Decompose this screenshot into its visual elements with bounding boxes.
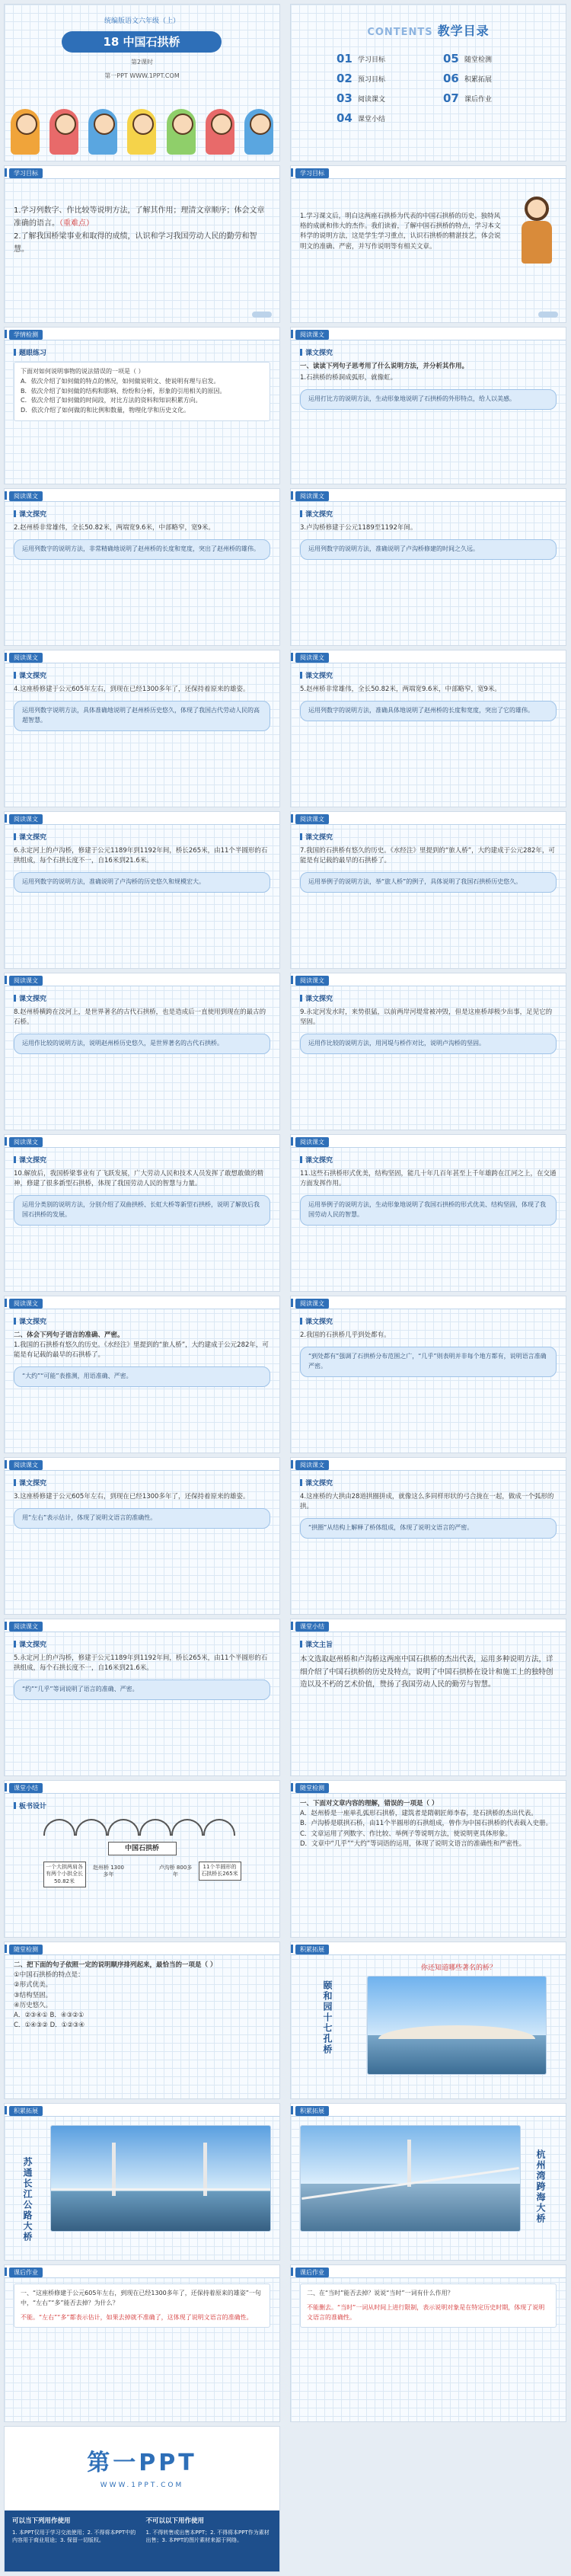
question-card (14, 362, 270, 421)
slide-tab: 阅读课文 (9, 1622, 43, 1632)
site-logo: 第一PPT (87, 2450, 197, 2476)
option-d: D．依次介绍了如何做的和比例和数量，物理化学和历史文化。 (21, 407, 190, 414)
contents-slide (290, 4, 566, 161)
slide-tab: 随堂检测 (9, 1945, 43, 1954)
header-bar (291, 2268, 293, 2276)
bridge-name-vertical: 杭州湾跨海大桥 (535, 2149, 546, 2224)
photo-background (51, 2126, 270, 2231)
slide-tab: 阅读课文 (9, 1460, 43, 1470)
prohibited-use (146, 2517, 273, 2565)
practice-slide (290, 1780, 566, 1938)
slide-tab: 课后作业 (295, 2268, 329, 2277)
homework-slide (4, 2264, 280, 2422)
homework-card (14, 2284, 270, 2328)
item-label: 阅读课文 (358, 95, 386, 104)
extension-caption: 你还知道哪些著名的桥？ (420, 1964, 496, 1972)
header-bar (291, 1945, 293, 1953)
bridge-tower (407, 2140, 411, 2187)
answer-note: 运用列数字说明方法，具体准确地说明了赵州桥历史悠久，体现了我国古代劳动人民的高超智慧。 (14, 701, 270, 731)
question-text: 一、下面对文章内容的理解，错误的一项是（ ） (300, 1800, 439, 1807)
header-bar (5, 814, 7, 823)
contents-item[interactable] (337, 72, 428, 85)
logo-area (5, 2427, 279, 2510)
slide-tab: 积累拓展 (9, 2106, 43, 2116)
slide-tab: 阅读课文 (295, 1137, 329, 1147)
extension-slide (290, 1942, 566, 2099)
header-bar (5, 1622, 7, 1630)
slide-header (5, 328, 279, 340)
example-sentence: 5.赵州桥非常雄伟，全长50.82米，两端宽9.6米，中部略窄，宽9米。 (300, 685, 501, 693)
answer-note: “大约”“可能”表推测，用语准确、严密。 (14, 1366, 270, 1387)
contents-item[interactable] (443, 52, 534, 66)
question-text: 二、体会下列句子语言的准确、严密。 (14, 1331, 124, 1339)
slide-header (5, 1942, 279, 1955)
goal-1 (14, 204, 270, 230)
period-label: 第2课时 (130, 59, 154, 66)
answer-note: “到处都有”强调了石拱桥分布范围之广，“几乎”则表明并非每个地方都有，说明语言准确严密。 (300, 1347, 557, 1377)
slide-body (14, 1476, 270, 1529)
header-bar (291, 2106, 293, 2114)
slide-body (14, 204, 270, 256)
section-subtitle: 课文探究 (300, 510, 557, 521)
summary-text: 本文选取赵州桥和卢沟桥这两座中国石拱桥的杰出代表，运用多种说明方法，详细介绍了中国石拱桥的历史及特点，说明了中国石拱桥在设计和施工上的独特创造以及不朽的艺术价值，赞扬了我国劳动人民的勤劳与智慧。 (300, 1654, 553, 1689)
hangzhou-bay-bridge-photo (300, 2125, 521, 2232)
section-subtitle: 课文探究 (300, 1156, 557, 1167)
header-bar (5, 168, 7, 177)
answer-note: 运用列数字的说明方法，非常精确地说明了赵州桥的长度和宽度，突出了赵州桥的雄伟。 (14, 539, 270, 560)
slide-header (5, 1296, 279, 1309)
reading-slide (4, 1296, 280, 1453)
header-bar (291, 330, 293, 338)
summary-slide (290, 1619, 566, 1776)
example-sentence: 2.赵州桥非常雄伟，全长50.82米，两端宽9.6米，中部略窄，宽9米。 (14, 523, 215, 532)
slide-header (291, 2104, 566, 2117)
slide-header (291, 2265, 566, 2278)
example-sentence: 5.永定河上的卢沟桥，修建于公元1189年到1192年间，桥长265米，由11个半圆形的石拱组成，每个石拱长度不一，自16米到21.6米。 (14, 1654, 268, 1673)
lesson-title: 18 中国石拱桥 (62, 31, 222, 53)
slide-body (300, 1315, 557, 1377)
slide-body (14, 1638, 270, 1700)
answer-note: “拱圈”从结构上解释了桥体组成，体现了说明文语言的严密。 (300, 1518, 557, 1539)
section-subtitle: 课文探究 (14, 995, 270, 1005)
reading-slide (4, 1134, 280, 1292)
slide-body (300, 346, 557, 410)
item-label: 预习目标 (358, 75, 386, 84)
site-label: 第一PPT WWW.1PPT.COM (104, 72, 180, 79)
slide-header (5, 1458, 279, 1471)
answer-note: 运用打比方的说明方法，生动形象地说明了石拱桥的外形特点，给人以美感。 (300, 389, 557, 410)
slide-tab: 阅读课文 (295, 1299, 329, 1309)
practice-slide (4, 1942, 280, 2099)
slide-tab: 课堂小结 (295, 1622, 329, 1632)
slide-header (5, 1619, 279, 1632)
slide-tab: 学习目标 (9, 168, 43, 178)
section-subtitle: 课文探究 (14, 1318, 270, 1328)
arch-shape (43, 1819, 75, 1836)
option-c: C．依次介绍了如何做的时间段，对比方法的资料和知识积累方向。 (21, 397, 202, 404)
sentence-line: ④历史悠久。 (14, 2001, 53, 2009)
slide-body (14, 1315, 270, 1387)
child-figure (49, 109, 78, 155)
header-bar (5, 2268, 7, 2276)
slide-footer-mark (538, 312, 558, 318)
slide-header (291, 1458, 566, 1471)
child-figure (167, 109, 196, 155)
item-number: 07 (443, 91, 459, 105)
item-label: 课后作业 (464, 95, 493, 104)
reading-slide (290, 1457, 566, 1615)
reading-slide (4, 1457, 280, 1615)
slide-header (291, 1619, 566, 1632)
extension-slide (290, 2103, 566, 2261)
reading-slide (290, 1134, 566, 1292)
slide-body (14, 992, 270, 1054)
example-sentence: 3.这座桥修建于公元605年左右，到现在已经1300多年了，还保持着原来的雄姿。 (14, 1492, 250, 1501)
slide-tab: 阅读课文 (9, 814, 43, 824)
section-subtitle: 课文探究 (14, 672, 270, 682)
child-figure (88, 109, 117, 155)
section-subtitle: 课文主旨 (300, 1641, 557, 1651)
slide-body (300, 2284, 557, 2328)
slide-tab: 阅读课文 (295, 976, 329, 986)
example-sentence: 1.石拱桥的桥洞成弧形，就像虹。 (300, 374, 397, 382)
child-figure (244, 109, 273, 155)
slide-header (291, 1296, 566, 1309)
slide-header (291, 812, 566, 825)
reading-slide (290, 650, 566, 807)
allowed-use (12, 2517, 139, 2565)
slide-body (300, 1153, 557, 1226)
contents-item[interactable] (443, 72, 534, 85)
slide-body (300, 1476, 557, 1539)
answer-note: 运用举例子的说明方法，举“旅人桥”的例子，具体说明了我国石拱桥历史悠久。 (300, 872, 557, 893)
reading-slide (290, 973, 566, 1130)
slide-tab: 阅读课文 (295, 653, 329, 663)
slide-header (5, 489, 279, 502)
answer-note: 运用分类别的说明方法，分别介绍了双曲拱桥、长虹大桥等新型石拱桥，说明了解放后我国石拱桥的发展。 (14, 1195, 270, 1226)
goal-1-text: 1.学习列数字、作比较等说明方法，了解其作用；理清文章顺序；体会文章准确的语言。 (14, 206, 265, 228)
question-text: 下面对如何说明事物的说法错误的一项是（ ） (21, 367, 145, 375)
slide-body (300, 992, 557, 1054)
header-bar (291, 653, 293, 661)
answer-note: 运用列数字的说明方法，准确说明了卢沟桥修建的时间之久远。 (300, 539, 557, 560)
answer-note: 运用列数字的说明方法，准确具体地说明了赵州桥的长度和宽度，突出了它的雄伟。 (300, 701, 557, 721)
example-sentence: 7.我国的石拱桥有悠久的历史。《水经注》里提到的“旅人桥”，大约建成于公元282年，可能是有记载的最早的石拱桥了。 (300, 846, 555, 865)
homework-card (300, 2284, 557, 2328)
header-bar (5, 1783, 7, 1791)
header-bar (5, 1460, 7, 1469)
contents-cn: 教学目录 (437, 24, 490, 38)
section-subtitle: 课文探究 (14, 1479, 270, 1490)
slide-header (5, 166, 279, 179)
contents-list (337, 52, 534, 125)
question-text: 二、把下面的句子依照一定的说明顺序排列起来，最恰当的一项是（ ） (14, 1961, 217, 1969)
slide-tab: 阅读课文 (9, 1137, 43, 1147)
slide-tab: 课后作业 (9, 2268, 43, 2277)
learning-goals-slide (4, 165, 280, 323)
answer-text: 不能。“左右”“多”都表示估计，如果去掉就不准确了，这体现了说明文语言的准确性。 (21, 2313, 253, 2321)
option-c: C．文章运用了列数字、作比较、举例子等说明方法，使说明更具体形象。 (300, 1830, 512, 1838)
slide-body (300, 1638, 557, 1692)
extension-slide (4, 2103, 280, 2261)
slide-body (300, 507, 557, 560)
section-subtitle: 课文探究 (300, 833, 557, 844)
contents-item[interactable] (337, 52, 428, 66)
slide-header (5, 1135, 279, 1148)
contents-en: CONTENTS (367, 27, 433, 38)
slide-body (14, 346, 270, 421)
example-sentence: 1.我国的石拱桥有悠久的历史。《水经注》里提到的“旅人桥”，大约建成于公元282年，可能是有记载的最早的石拱桥了。 (14, 1341, 269, 1360)
sentence-line: ②形式优美。 (14, 1981, 53, 1990)
answer-options: A．②③④① B．④③②① (14, 2011, 85, 2019)
header-bar (291, 491, 293, 500)
slide-header (291, 1942, 566, 1955)
key-point-tag: （重难点） (59, 219, 94, 228)
learning-goals-slide-2 (290, 165, 566, 323)
answer-note: 用“左右”表示估计，体现了说明文语言的准确性。 (14, 1508, 270, 1529)
zhaozhou-label: 赵州桥 1300多年 (92, 1864, 125, 1878)
arch-shape (203, 1819, 235, 1836)
example-sentence: 8.赵州桥横跨在洨河上，是世界著名的古代石拱桥，也是造成后一直使用到现在的最古的石桥。 (14, 1008, 266, 1027)
children-illustration (11, 94, 273, 155)
answer-note: “约”“几乎”等词说明了语言的准确、严密。 (14, 1680, 270, 1700)
slide-body (14, 1961, 270, 2031)
example-sentence: 10.解放后，我国桥梁事业有了飞跃发展，广大劳动人民和技术人员发挥了敢想敢做的精神，修建了很多新型石拱桥，体现了我国劳动人民的智慧与力量。 (14, 1169, 264, 1188)
slide-body (14, 830, 270, 893)
header-bar (291, 1460, 293, 1469)
contents-item[interactable] (337, 91, 428, 105)
answer-note: 运用作比较的说明方法，说明赵州桥历史悠久，是世界著名的古代石拱桥。 (14, 1034, 270, 1054)
slide-header (5, 1781, 279, 1794)
option-b: B．依次介绍了如何做的结构和影响、纷纷和分析，形象的引用相关的原因。 (21, 387, 226, 395)
slide-header (291, 973, 566, 986)
item-number: 04 (337, 111, 352, 125)
slide-header (5, 812, 279, 825)
header-bar (291, 976, 293, 984)
slide-tab: 学情检测 (9, 330, 43, 340)
seventeen-arch-bridge-photo (367, 1976, 547, 2075)
reading-slide (4, 811, 280, 969)
reading-slide (4, 973, 280, 1130)
section-subtitle: 课文探究 (14, 1156, 270, 1167)
option-a: A．赵州桥是一座单孔弧形石拱桥，建筑者是隋朝匠师李春，是石拱桥的杰出代表。 (300, 1810, 538, 1818)
slide-body (14, 2284, 270, 2328)
reading-slide (290, 1296, 566, 1453)
header-bar (5, 1945, 7, 1953)
zhaozhou-box: 一个大拱两肩各有两个小拱全长50.82米 (43, 1862, 86, 1887)
arch-shape (75, 1819, 107, 1836)
answer-note: 运用列数字的说明方法，准确说明了卢沟桥的历史悠久和规模宏大。 (14, 872, 270, 893)
contents-item[interactable] (337, 111, 428, 125)
slide-tab: 学习目标 (295, 168, 329, 178)
answer-options: C．①④③② D．①②③④ (14, 2021, 85, 2030)
section-subtitle: 课文探究 (300, 1479, 557, 1490)
child-figure (11, 109, 40, 155)
option-b: B．卢沟桥是联拱石桥，由11个半圆形的石拱组成，曾作为中国石拱桥的代表载入史册。 (300, 1820, 553, 1828)
item-number: 06 (443, 72, 459, 85)
slide-tab: 积累拓展 (295, 2106, 329, 2116)
slide-header (5, 650, 279, 663)
slide-tab: 阅读课文 (295, 491, 329, 501)
slide-body (14, 507, 270, 560)
section-subtitle: 课文探究 (300, 995, 557, 1005)
item-number: 01 (337, 52, 352, 66)
slide-tab: 阅读课文 (9, 491, 43, 501)
section-subtitle: 板书设计 (14, 1802, 270, 1813)
slide-body (300, 830, 557, 893)
item-label: 随堂检测 (464, 56, 493, 64)
reading-slide (290, 811, 566, 969)
header-bar (5, 330, 7, 338)
slide-body (14, 1799, 270, 1909)
slide-tab: 积累拓展 (295, 1945, 329, 1954)
reading-slide (290, 327, 566, 484)
arch-shape (139, 1819, 171, 1836)
series-label: 统编版语文六年级（上） (104, 18, 180, 25)
bridge-name-vertical: 颐和园十七孔桥 (322, 1980, 333, 2055)
teacher-illustration (518, 197, 555, 265)
closing-slide (4, 2426, 280, 2572)
slide-header (291, 328, 566, 340)
section-subtitle: 课文探究 (14, 1641, 270, 1651)
section-subtitle: 课文探究 (300, 349, 557, 360)
reading-slide (4, 488, 280, 646)
option-a: A．依次介绍了如何做的特点的情况，如何做说明文、使说明有理与启发。 (21, 377, 220, 385)
slide-tab: 随堂检测 (295, 1783, 329, 1793)
usage-terms (5, 2510, 279, 2571)
item-number: 05 (443, 52, 459, 66)
slide-header (291, 1135, 566, 1148)
header-bar (5, 976, 7, 984)
homework-slide (290, 2264, 566, 2422)
answer-note: 运用作比较的说明方法，用河堤与桥作对比，说明卢沟桥的坚固。 (300, 1034, 557, 1054)
allowed-title: 可以当下列用作使用 (12, 2517, 71, 2525)
example-sentence: 6.永定河上的卢沟桥，修建于公元1189年到1192年间，桥长265米，由11个半圆形的石拱组成，每个石拱长度不一，自16米到21.6米。 (14, 846, 268, 865)
header-bar (5, 2106, 7, 2114)
site-url[interactable]: WWW.1PPT.COM (100, 2482, 184, 2489)
slide-header (5, 973, 279, 986)
answer-note: 运用举例子的说明方法，生动形象地说明了我国石拱桥的形式优美、结构坚固，体现了我国劳动人民的智慧。 (300, 1195, 557, 1226)
section-subtitle: 课文探究 (14, 833, 270, 844)
section-subtitle: 题眼练习 (14, 349, 270, 360)
arch-shape (171, 1819, 203, 1836)
slide-tab: 阅读课文 (9, 653, 43, 663)
slide-footer-mark (252, 312, 272, 318)
slide-body: 1.学习课文后，明白这两座石拱桥为代表的中国石拱桥的历史、独特风格的成就和伟大的杰作。我们读着，了解中国石拱桥的特点，学习本文科学的说明方法，这是学生学习重点，认识石拱桥的精湛技艺，体会说明文的准确、严密，并写作说明等有相关文章。 (300, 213, 501, 251)
slide-body (300, 1799, 557, 1849)
reading-slide (4, 1619, 280, 1776)
header-bar (5, 491, 7, 500)
lugou-label: 卢沟桥 800多年 (158, 1864, 193, 1878)
header-bar (5, 1299, 7, 1307)
header-bar (291, 1783, 293, 1791)
header-bar (291, 1622, 293, 1630)
prohibited-title: 不可以以下用作使用 (145, 2517, 205, 2525)
item-number: 02 (337, 72, 352, 85)
section-subtitle: 课文探究 (300, 1318, 557, 1328)
sentence-line: ③结构坚固。 (14, 1991, 53, 1999)
slide-tab: 课堂小结 (9, 1783, 43, 1793)
slide-tab: 阅读课文 (295, 1460, 329, 1470)
slide-header (5, 2265, 279, 2278)
section-subtitle: 课文探究 (14, 510, 270, 521)
example-sentence: 4.这座桥修建于公元605年左右，到现在已经1300多年了，还保持着原来的雄姿。 (14, 685, 250, 693)
slide-tab: 阅读课文 (9, 1299, 43, 1309)
bridge-name-vertical: 苏通长江公路大桥 (22, 2157, 33, 2242)
header-bar (291, 1299, 293, 1307)
example-sentence: 3.卢沟桥修建于公元1189至1192年间。 (300, 523, 417, 532)
example-sentence: 2.我国的石拱桥几乎到处都有。 (300, 1331, 391, 1339)
lugou-box: 11个半圆形的石拱桥长265米 (199, 1862, 241, 1881)
item-label: 积累拓展 (464, 75, 493, 84)
header-bar (291, 1137, 293, 1146)
child-figure (206, 109, 234, 155)
contents-item[interactable] (443, 91, 534, 105)
question-text: 二、在“当时”能否去掉？说说“当时”一词有什么作用？ (307, 2290, 454, 2296)
header-bar (5, 653, 7, 661)
header-bar (5, 1137, 7, 1146)
title-slide (4, 4, 280, 161)
arch-shape (107, 1819, 139, 1836)
example-sentence: 11.这些石拱桥形式优美，结构坚固，能几十年几百年甚至上千年雄跨在江河之上，在交通方面发挥作用。 (300, 1169, 557, 1188)
allowed-text: 1. 本PPT仅用于学习交流使用；2. 不得将本PPT中的内容用于商业用途；3. 保留一切版权。 (12, 2529, 136, 2544)
sutong-bridge-photo (50, 2125, 271, 2232)
slide-body (14, 1153, 270, 1226)
section-subtitle: 课文探究 (300, 672, 557, 682)
slide-header (291, 166, 566, 179)
slide-tab: 阅读课文 (295, 814, 329, 824)
sentence-line: ①中国石拱桥的特点是： (14, 1971, 85, 1980)
board-design-slide (4, 1780, 280, 1938)
teacher-body (522, 221, 552, 264)
teacher-head (525, 197, 549, 221)
board-diagram (36, 1817, 249, 1909)
slide-header (291, 1781, 566, 1794)
question-text: 一、读读下列句子思考用了什么说明方法，并分析其作用。 (300, 362, 469, 370)
slide-header (291, 489, 566, 502)
slide-body (300, 669, 557, 721)
item-label: 课堂小结 (358, 115, 386, 123)
slide-header (291, 650, 566, 663)
option-d: D．文章中“几乎”“大约”等词语的运用，体现了说明文语言的准确性和严密性。 (300, 1839, 526, 1848)
prohibited-text: 1. 不得转售或出售本PPT；2. 不得将本PPT作为素材出售；3. 本PPT的图片素材来源于网络。 (145, 2529, 270, 2544)
reading-slide (4, 650, 280, 807)
goal-2: 2.了解我国桥梁事业和取得的成绩，认识和学习我国劳动人民的勤劳和智慧。 (14, 232, 257, 254)
example-sentence: 4.这座桥的大拱由28道拱圈拼成，就像这么多同样形状的弓合拢在一起，做成一个弧形的拱。 (300, 1492, 554, 1511)
reading-slide (290, 488, 566, 646)
slide-tab: 阅读课文 (295, 330, 329, 340)
child-figure (127, 109, 156, 155)
example-sentence: 9.永定河发水时，来势很猛，以前两岸河堤常被冲毁，但是这座桥却极少出事，足见它的坚固。 (300, 1008, 553, 1027)
slide-tab: 阅读课文 (9, 976, 43, 986)
bridge-deck (51, 2188, 270, 2191)
slide-body (14, 669, 270, 731)
header-bar (291, 814, 293, 823)
header-bar (291, 168, 293, 177)
item-number: 03 (337, 91, 352, 105)
answer-text: 不能删去。“当时”一词从时间上进行限制，表示说明对象是在特定历史时期，体现了说明文语言的准确性。 (307, 2303, 545, 2321)
diagram-center-label: 中国石拱桥 (108, 1842, 177, 1855)
quiz-slide (4, 327, 280, 484)
slide-header (5, 2104, 279, 2117)
question-text: 一、“这座桥修建于公元605年左右，到现在已经1300多年了，还保持着原来的雄姿”一句中，“左右”“多”能否去掉？为什么？ (21, 2290, 261, 2306)
item-label: 学习目标 (358, 56, 386, 64)
contents-heading (291, 21, 566, 39)
